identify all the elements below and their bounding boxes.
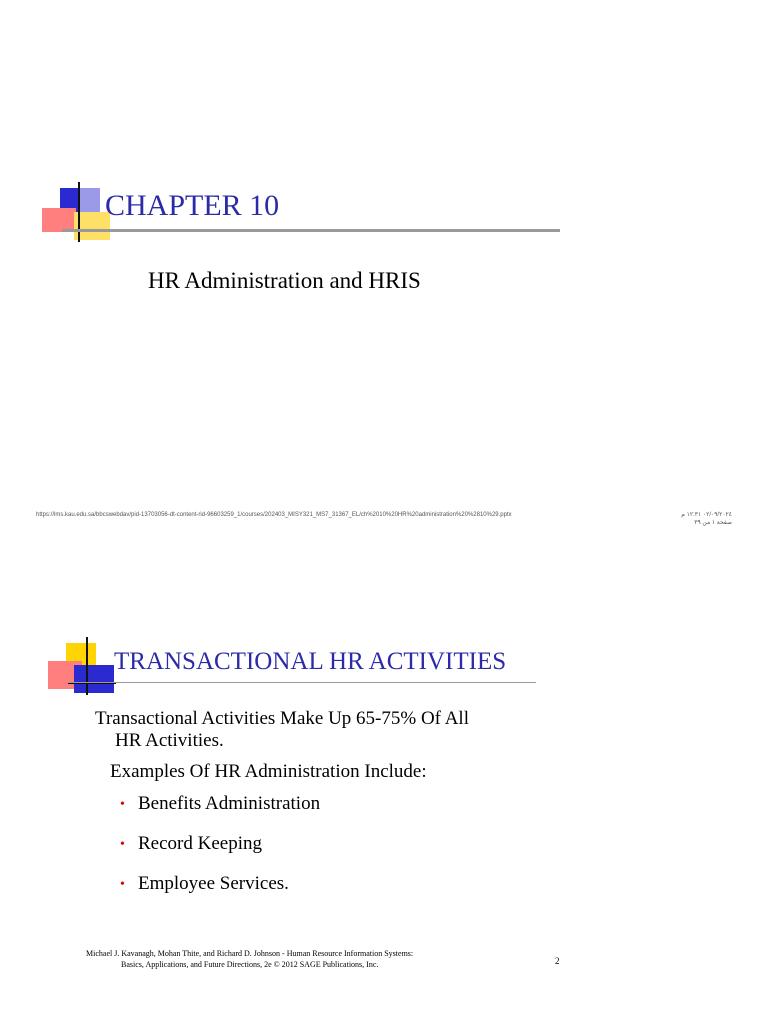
title-underline — [62, 229, 560, 232]
deco-dark-blue-square — [74, 665, 114, 693]
citation-line-1: Michael J. Kavanagh, Mohan Thite, and Richard D. Johnson - Human Resource Information Systems: — [86, 949, 414, 958]
bullet-icon: • — [120, 797, 125, 812]
list-item-label: Employee Services. — [138, 873, 289, 894]
examples-bullet-list — [120, 793, 320, 913]
list-item-label: Benefits Administration — [138, 793, 321, 814]
slide2-decoration-squares — [48, 637, 118, 697]
print-page-counter: صفحة ١ من ٣٩ — [694, 520, 732, 526]
transactional-paragraph — [95, 708, 469, 752]
citation-line-2: Basics, Applications, and Future Directions, 2e © 2012 SAGE Publications, Inc. — [121, 960, 379, 969]
paragraph-line-2: HR Activities. — [115, 730, 224, 751]
print-source-url: https://lms.kau.edu.sa/bbcswebdav/pid-13703056-dt-content-rid-96603259_1/courses/202403_MISY321_MS7_31367_EL/ch%2010%20HR%20administration%20%2810%29.pptx — [36, 512, 512, 518]
examples-heading: Examples Of HR Administration Include: — [110, 761, 427, 782]
deco-vertical-bar — [86, 637, 88, 695]
list-item — [120, 873, 320, 895]
list-item — [120, 833, 320, 855]
citation-footer — [86, 948, 413, 970]
chapter-title: CHAPTER 10 — [105, 189, 280, 222]
slide-title: TRANSACTIONAL HR ACTIVITIES — [114, 648, 507, 675]
paragraph-line-1: Transactional Activities Make Up 65-75% Of All — [95, 708, 469, 729]
chapter-subtitle: HR Administration and HRIS — [148, 268, 421, 293]
slide-title-underline — [68, 682, 536, 683]
bullet-icon: • — [120, 877, 125, 892]
print-datetime: ٠٢/٠٩/٢٠٢٤ ١٢:٣١ م — [681, 512, 732, 518]
deco-light-blue-square — [80, 188, 100, 212]
deco-vertical-bar — [78, 182, 80, 242]
list-item — [120, 793, 320, 815]
page-number: 2 — [555, 956, 560, 966]
list-item-label: Record Keeping — [138, 833, 262, 854]
title-decoration-squares — [42, 182, 114, 244]
print-meta — [610, 511, 732, 527]
bullet-icon: • — [120, 837, 125, 852]
